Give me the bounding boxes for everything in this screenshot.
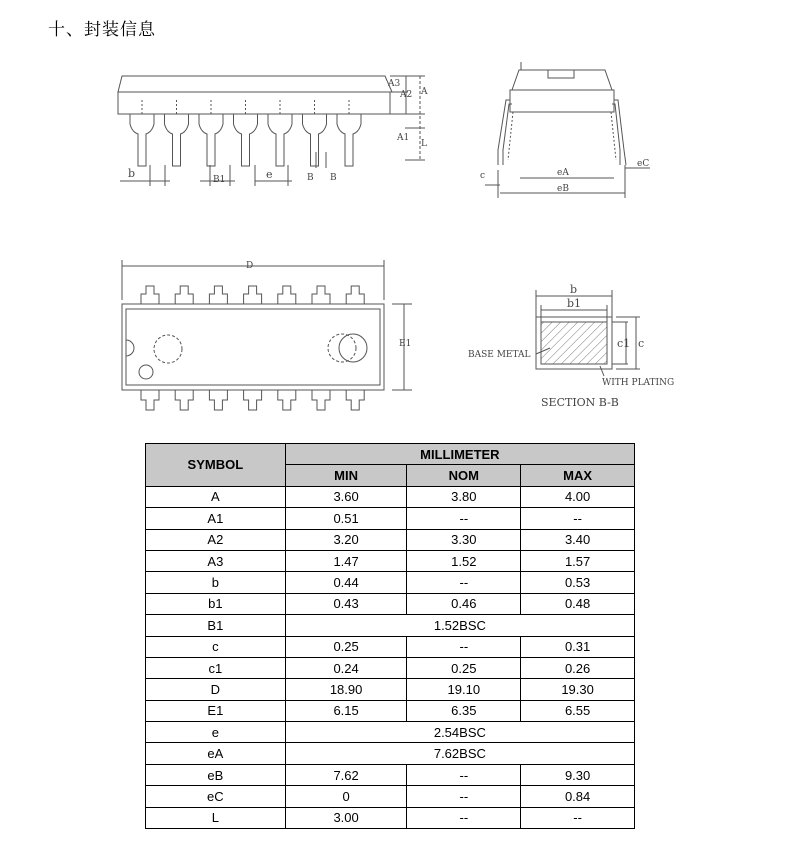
top-view-pin-top [209,286,227,304]
cell-nom: 1.52 [407,550,521,571]
header-millimeter: MILLIMETER [285,444,634,465]
dim-label-section-b: b [570,283,578,296]
cell-nom: 0.46 [407,593,521,614]
cell-min: 6.15 [285,700,407,721]
cell-symbol: A [146,486,286,507]
table-body [146,486,635,828]
dim-label-l: L [421,139,427,149]
cell-max: 19.30 [521,679,635,700]
table-row [146,743,635,764]
dim-label-b1: B1 [213,175,226,185]
cell-max: 4.00 [521,486,635,507]
cell-max: 0.48 [521,593,635,614]
top-view-pin-bottom [346,390,364,410]
dim-label-a2: A2 [400,90,413,100]
cell-nom: 6.35 [407,700,521,721]
dimension-table [145,443,635,829]
cell-min: 3.20 [285,529,407,550]
top-view-pin-top [175,286,193,304]
cell-symbol: e [146,722,286,743]
dim-label-a3: A3 [388,79,401,89]
cell-max: -- [521,508,635,529]
cell-symbol: L [146,807,286,828]
dim-label-section-c1: c1 [617,337,631,350]
table-row [146,679,635,700]
table-row [146,636,635,657]
cell-min: 0.43 [285,593,407,614]
with-plating-label: WITH PLATING [602,378,675,388]
table-row [146,486,635,507]
cell-max: 1.57 [521,550,635,571]
cell-symbol: A1 [146,508,286,529]
side-view-lead [268,114,292,166]
cell-max: 0.26 [521,657,635,678]
dim-label-c-lead: c [480,171,486,181]
cell-symbol: A2 [146,529,286,550]
table-row [146,508,635,529]
cell-min: 0.51 [285,508,407,529]
cell-nom: 3.30 [407,529,521,550]
top-view-pin-bottom [312,390,330,410]
cell-symbol: c [146,636,286,657]
cell-min: 3.00 [285,807,407,828]
side-view-lead [234,114,258,166]
cell-nom: -- [407,764,521,785]
top-view-pin-bottom [209,390,227,410]
top-view-pin-bottom [175,390,193,410]
table-row [146,529,635,550]
top-view-pin-top [141,286,159,304]
cell-nom: 0.25 [407,657,521,678]
header-max: MAX [521,465,635,486]
cell-max: 9.30 [521,764,635,785]
header-min: MIN [285,465,407,486]
cell-min: 0.24 [285,657,407,678]
cell-min: 0.25 [285,636,407,657]
dim-label-eb: eB [557,184,569,194]
top-view-pin-top [346,286,364,304]
top-view-pin-top [278,286,296,304]
cell-symbol: b1 [146,593,286,614]
table-row [146,550,635,571]
cell-nom: -- [407,786,521,807]
cell-max: 6.55 [521,700,635,721]
cell-min: 18.90 [285,679,407,700]
cell-symbol: B1 [146,615,286,636]
cell-min: 3.60 [285,486,407,507]
side-view-lead [199,114,223,166]
dim-label-d: D [246,261,254,271]
section-caption: SECTION B-B [541,396,619,409]
side-view-lead [337,114,361,166]
cell-min: 0.44 [285,572,407,593]
cell-nom: 19.10 [407,679,521,700]
cell-max: 3.40 [521,529,635,550]
cell-symbol: E1 [146,700,286,721]
table-row [146,786,635,807]
dim-label-section-b-right: B [330,173,337,183]
header-symbol: SYMBOL [146,444,286,487]
cell-bsc-value: 1.52BSC [285,615,634,636]
cell-max: -- [521,807,635,828]
cell-symbol: b [146,572,286,593]
dim-label-ec: eC [637,159,650,169]
table-row [146,615,635,636]
table-row [146,657,635,678]
section-view-drawing [536,290,640,376]
cell-max: 0.53 [521,572,635,593]
cell-bsc-value: 7.62BSC [285,743,634,764]
table-row [146,593,635,614]
cell-nom: -- [407,508,521,529]
cell-symbol: c1 [146,657,286,678]
cell-min: 1.47 [285,550,407,571]
side-view-lead [303,114,327,166]
top-view-drawing [122,260,412,410]
base-metal-label: BASE METAL [468,350,531,360]
table-row [146,722,635,743]
top-view-pin-bottom [278,390,296,410]
cell-min: 7.62 [285,764,407,785]
page-title: 十、封装信息 [48,20,156,40]
table-row [146,807,635,828]
cell-symbol: D [146,679,286,700]
dim-label-section-b-left: B [307,173,314,183]
top-view-pin-top [312,286,330,304]
top-view-pin-top [244,286,262,304]
table-row [146,572,635,593]
cell-symbol: eC [146,786,286,807]
dim-label-a: A [421,87,428,97]
top-view-pin-bottom [244,390,262,410]
side-view-lead [165,114,189,166]
dim-label-section-b1: b1 [567,297,582,310]
cell-nom: -- [407,572,521,593]
cell-nom: 3.80 [407,486,521,507]
dim-label-e: e [266,168,273,181]
dim-label-section-c: c [638,337,645,350]
cell-max: 0.84 [521,786,635,807]
dim-label-ea: eA [557,168,569,178]
top-view-pin-bottom [141,390,159,410]
cell-nom: -- [407,636,521,657]
cell-min: 0 [285,786,407,807]
dim-label-e1: E1 [399,339,412,349]
cell-symbol: A3 [146,550,286,571]
header-nom: NOM [407,465,521,486]
table-row [146,764,635,785]
dim-label-a1: A1 [397,133,410,143]
side-view-lead [130,114,154,166]
table-row [146,700,635,721]
cell-max: 0.31 [521,636,635,657]
cell-symbol: eA [146,743,286,764]
cell-nom: -- [407,807,521,828]
cell-bsc-value: 2.54BSC [285,722,634,743]
dim-label-b-lead: b [128,167,136,180]
cell-symbol: eB [146,764,286,785]
